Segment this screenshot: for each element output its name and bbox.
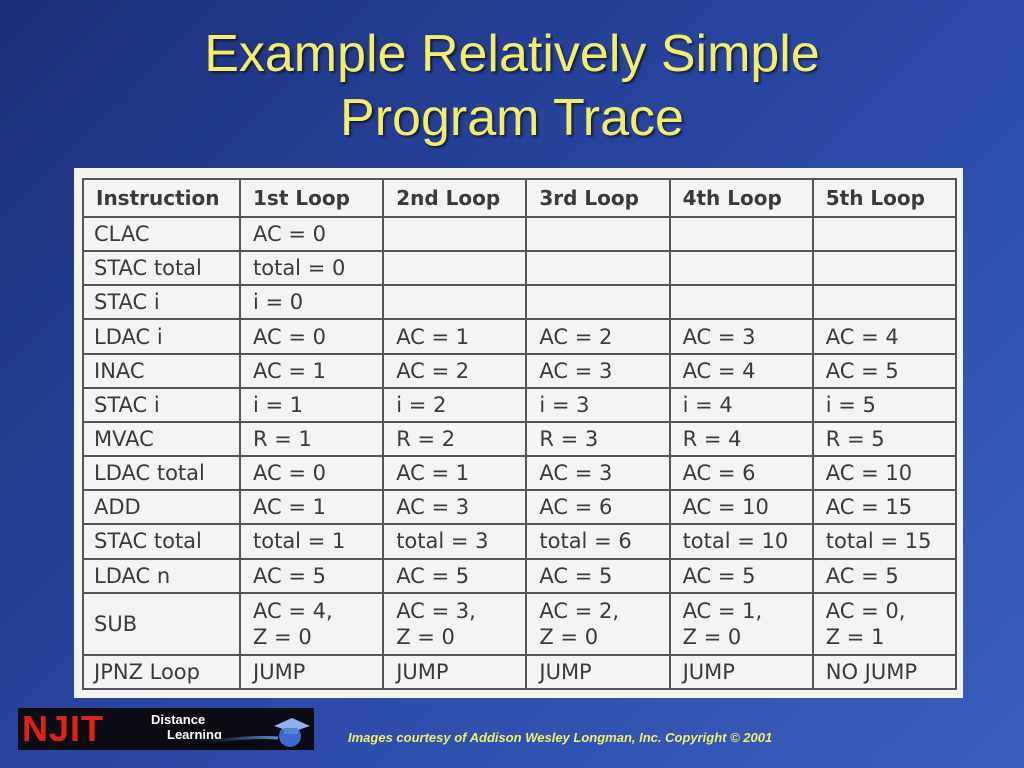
loop-cell: total = 10 — [670, 524, 813, 558]
loop-cell: JUMP — [526, 655, 669, 689]
loop-cell — [526, 217, 669, 251]
title-line-2: Program Trace — [340, 89, 684, 147]
loop-cell: AC = 4, Z = 0 — [240, 593, 383, 655]
instruction-cell: STAC total — [83, 251, 240, 285]
table-row — [83, 593, 956, 655]
loop-cell — [383, 285, 526, 319]
loop-cell: AC = 5 — [526, 559, 669, 593]
loop-cell: AC = 6 — [526, 490, 669, 524]
table-row — [83, 655, 956, 689]
instruction-cell: JPNZ Loop — [83, 655, 240, 689]
table-row — [83, 251, 956, 285]
loop-cell: R = 2 — [383, 422, 526, 456]
loop-cell: JUMP — [383, 655, 526, 689]
header-loop-4: 4th Loop — [670, 179, 813, 217]
table-row — [83, 456, 956, 490]
loop-cell: AC = 10 — [813, 456, 956, 490]
loop-cell: AC = 3 — [383, 490, 526, 524]
loop-cell: AC = 5 — [813, 559, 956, 593]
table-row — [83, 354, 956, 388]
header-instruction: Instruction — [83, 179, 240, 217]
loop-cell: AC = 2 — [526, 319, 669, 353]
table-row — [83, 524, 956, 558]
loop-cell: AC = 1 — [383, 319, 526, 353]
loop-cell: total = 15 — [813, 524, 956, 558]
loop-cell: R = 3 — [526, 422, 669, 456]
loop-cell: AC = 10 — [670, 490, 813, 524]
instruction-cell: SUB — [83, 593, 240, 655]
table-row — [83, 217, 956, 251]
loop-cell: i = 2 — [383, 388, 526, 422]
slide-title — [0, 22, 1024, 150]
instruction-cell: LDAC n — [83, 559, 240, 593]
instruction-cell: STAC i — [83, 388, 240, 422]
loop-cell: i = 0 — [240, 285, 383, 319]
loop-cell — [670, 217, 813, 251]
loop-cell: AC = 5 — [240, 559, 383, 593]
loop-cell: AC = 0 — [240, 319, 383, 353]
graduation-cap-icon — [208, 712, 312, 748]
logo-sub-learning: Learning — [167, 727, 222, 742]
loop-cell — [813, 251, 956, 285]
loop-cell: AC = 3, Z = 0 — [383, 593, 526, 655]
loop-cell: AC = 15 — [813, 490, 956, 524]
instruction-cell: MVAC — [83, 422, 240, 456]
loop-cell: i = 5 — [813, 388, 956, 422]
loop-cell: AC = 3 — [526, 354, 669, 388]
njit-distance-learning-logo — [18, 708, 314, 750]
instruction-cell: LDAC total — [83, 456, 240, 490]
instruction-cell: CLAC — [83, 217, 240, 251]
loop-cell: i = 3 — [526, 388, 669, 422]
table-row — [83, 388, 956, 422]
loop-cell: AC = 1 — [240, 490, 383, 524]
loop-cell: i = 1 — [240, 388, 383, 422]
table-header-row — [83, 179, 956, 217]
loop-cell: AC = 5 — [383, 559, 526, 593]
loop-cell: JUMP — [670, 655, 813, 689]
trace-table — [82, 178, 957, 690]
loop-cell: AC = 2, Z = 0 — [526, 593, 669, 655]
header-loop-3: 3rd Loop — [526, 179, 669, 217]
loop-cell: AC = 0 — [240, 456, 383, 490]
loop-cell — [813, 285, 956, 319]
table-row — [83, 285, 956, 319]
loop-cell: AC = 0 — [240, 217, 383, 251]
loop-cell: total = 6 — [526, 524, 669, 558]
table-row — [83, 422, 956, 456]
loop-cell: total = 0 — [240, 251, 383, 285]
program-trace-table — [74, 168, 963, 698]
table-row — [83, 559, 956, 593]
njit-logo-text: NJIT — [22, 708, 105, 749]
header-loop-2: 2nd Loop — [383, 179, 526, 217]
table-row — [83, 490, 956, 524]
loop-cell: R = 4 — [670, 422, 813, 456]
loop-cell: AC = 5 — [813, 354, 956, 388]
title-line-1: Example Relatively Simple — [204, 25, 820, 83]
loop-cell: total = 1 — [240, 524, 383, 558]
loop-cell — [813, 217, 956, 251]
instruction-cell: INAC — [83, 354, 240, 388]
loop-cell: R = 1 — [240, 422, 383, 456]
image-credit: Images courtesy of Addison Wesley Longman, Inc. Copyright © 2001 — [348, 730, 773, 745]
loop-cell: AC = 4 — [813, 319, 956, 353]
loop-cell: AC = 3 — [526, 456, 669, 490]
loop-cell — [383, 251, 526, 285]
table-row — [83, 319, 956, 353]
instruction-cell: LDAC i — [83, 319, 240, 353]
loop-cell — [670, 285, 813, 319]
header-loop-1: 1st Loop — [240, 179, 383, 217]
logo-sub-distance: Distance — [151, 712, 206, 727]
loop-cell: R = 5 — [813, 422, 956, 456]
loop-cell: NO JUMP — [813, 655, 956, 689]
loop-cell: JUMP — [240, 655, 383, 689]
loop-cell: AC = 4 — [670, 354, 813, 388]
loop-cell — [526, 285, 669, 319]
loop-cell: total = 3 — [383, 524, 526, 558]
loop-cell: i = 4 — [670, 388, 813, 422]
loop-cell — [526, 251, 669, 285]
loop-cell — [383, 217, 526, 251]
loop-cell: AC = 6 — [670, 456, 813, 490]
header-loop-5: 5th Loop — [813, 179, 956, 217]
loop-cell: AC = 1 — [240, 354, 383, 388]
loop-cell: AC = 3 — [670, 319, 813, 353]
loop-cell — [670, 251, 813, 285]
loop-cell: AC = 1 — [383, 456, 526, 490]
loop-cell: AC = 1, Z = 0 — [670, 593, 813, 655]
instruction-cell: STAC total — [83, 524, 240, 558]
loop-cell: AC = 5 — [670, 559, 813, 593]
instruction-cell: ADD — [83, 490, 240, 524]
loop-cell: AC = 2 — [383, 354, 526, 388]
instruction-cell: STAC i — [83, 285, 240, 319]
loop-cell: AC = 0, Z = 1 — [813, 593, 956, 655]
table-body — [83, 217, 956, 689]
